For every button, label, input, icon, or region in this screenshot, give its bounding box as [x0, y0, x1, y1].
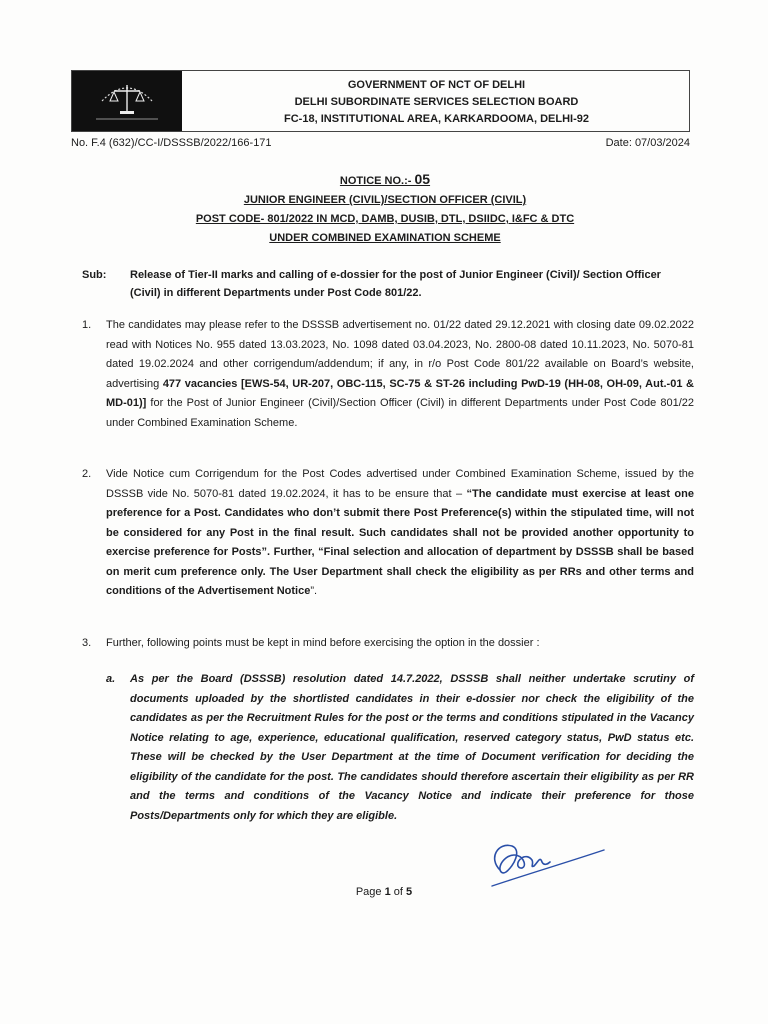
- paragraph-body: The candidates may please refer to the DSSSB advertisement no. 01/22 dated 29.12.2021 with closing date 09.02.2022 read with Notices No. 955 dated 13.03.2023, No. 1098 dated 03.04.2023, No. 2800-08 dated 10.11.2023, No. 5070-81 dated 19.02.2024 and other corrigendum/addendum; if any, in r/o Post Code 801/22 available on Board’s website, advertising 477 vacancies [EWS-54, UR-207, OBC-115, SC-75 & ST-26 including PwD-19 (HH-08, OH-09, Aut.-01 & MD-01)] for the Post of Junior Engineer (Civil)/Section Officer (Civil) in different Departments under Post Code 801/22 under Combined Examination Scheme.: [106, 319, 694, 429]
- subject-text: Release of Tier-II marks and calling of e-dossier for the post of Junior Engineer (Civil)/ Section Officer (Civil) in different Departments under Post Code 801/22.: [130, 269, 661, 299]
- scales-emblem-icon: [72, 71, 182, 131]
- paragraph-body: Vide Notice cum Corrigendum for the Post Codes advertised under Combined Examination Scheme, issued by the DSSSB vide No. 5070-81 dated 19.02.2024, it has to be ensure that – “The candidate must exercise at least one preference for a Post. Candidates who don’t submit there Post Preference(s) within the stipulated time, will not be considered for any Post in the final result. Such candidates shall not be provided another opportunity to exercise preference for Posts”. Further, “Final selection and allocation of department by DSSSB shall be based on merit cum preference only. The User Department shall check the eligibility as per RRs and other terms and conditions of the Advertisement Notice”.: [106, 468, 694, 597]
- paragraph-number: 3.: [82, 637, 92, 649]
- board-address: FC-18, INSTITUTIONAL AREA, KARKARDOOMA, DELHI-92: [284, 113, 589, 125]
- page-number: Page 1 of 5: [355, 886, 413, 898]
- board-name: DELHI SUBORDINATE SERVICES SELECTION BOARD: [294, 96, 579, 108]
- notice-title-postcode: POST CODE- 801/2022 IN MCD, DAMB, DUSIB, DTL, DSIIDC, I&FC & DTC: [195, 213, 575, 225]
- notice-number: NOTICE NO.:- 05: [339, 171, 431, 187]
- notice-title-post: JUNIOR ENGINEER (CIVIL)/SECTION OFFICER (CIVIL): [243, 194, 527, 206]
- file-number: No. F.4 (632)/CC-I/DSSSB/2022/166-171: [71, 137, 272, 149]
- dsssb-logo: [72, 71, 182, 131]
- subject-label: Sub:: [82, 269, 107, 281]
- sub-point-letter: a.: [106, 673, 116, 685]
- paragraph-number: 2.: [82, 468, 92, 480]
- letterhead-text: [184, 77, 689, 128]
- notice-date: Date: 07/03/2024: [605, 137, 690, 149]
- paragraph-body: Further, following points must be kept in mind before exercising the option in the dossier :: [106, 637, 540, 649]
- govt-name: GOVERNMENT OF NCT OF DELHI: [347, 79, 526, 91]
- paragraph-number: 1.: [82, 319, 92, 331]
- letterhead: [71, 70, 690, 132]
- sub-point-body: As per the Board (DSSSB) resolution dated 14.7.2022, DSSSB shall neither undertake scrutiny of documents uploaded by the shortlisted candidates in their e-dossier nor check the eligibility of the candidates as per the Recruitment Rules for the post or the terms and conditions stipulated in the Vacancy Notice relating to age, experience, educational qualification, reserved category status, PwD status etc. These will be checked by the User Department at the time of Document verification for deciding the eligibility of the candidate for the post. The candidates should therefore ascertain their eligibility as per RR and the terms and conditions of the Vacancy Notice and indicate their preference for those Posts/Departments only for which they are eligible.: [130, 673, 694, 822]
- notice-heading: [100, 170, 670, 248]
- notice-title-scheme: UNDER COMBINED EXAMINATION SCHEME: [269, 232, 501, 244]
